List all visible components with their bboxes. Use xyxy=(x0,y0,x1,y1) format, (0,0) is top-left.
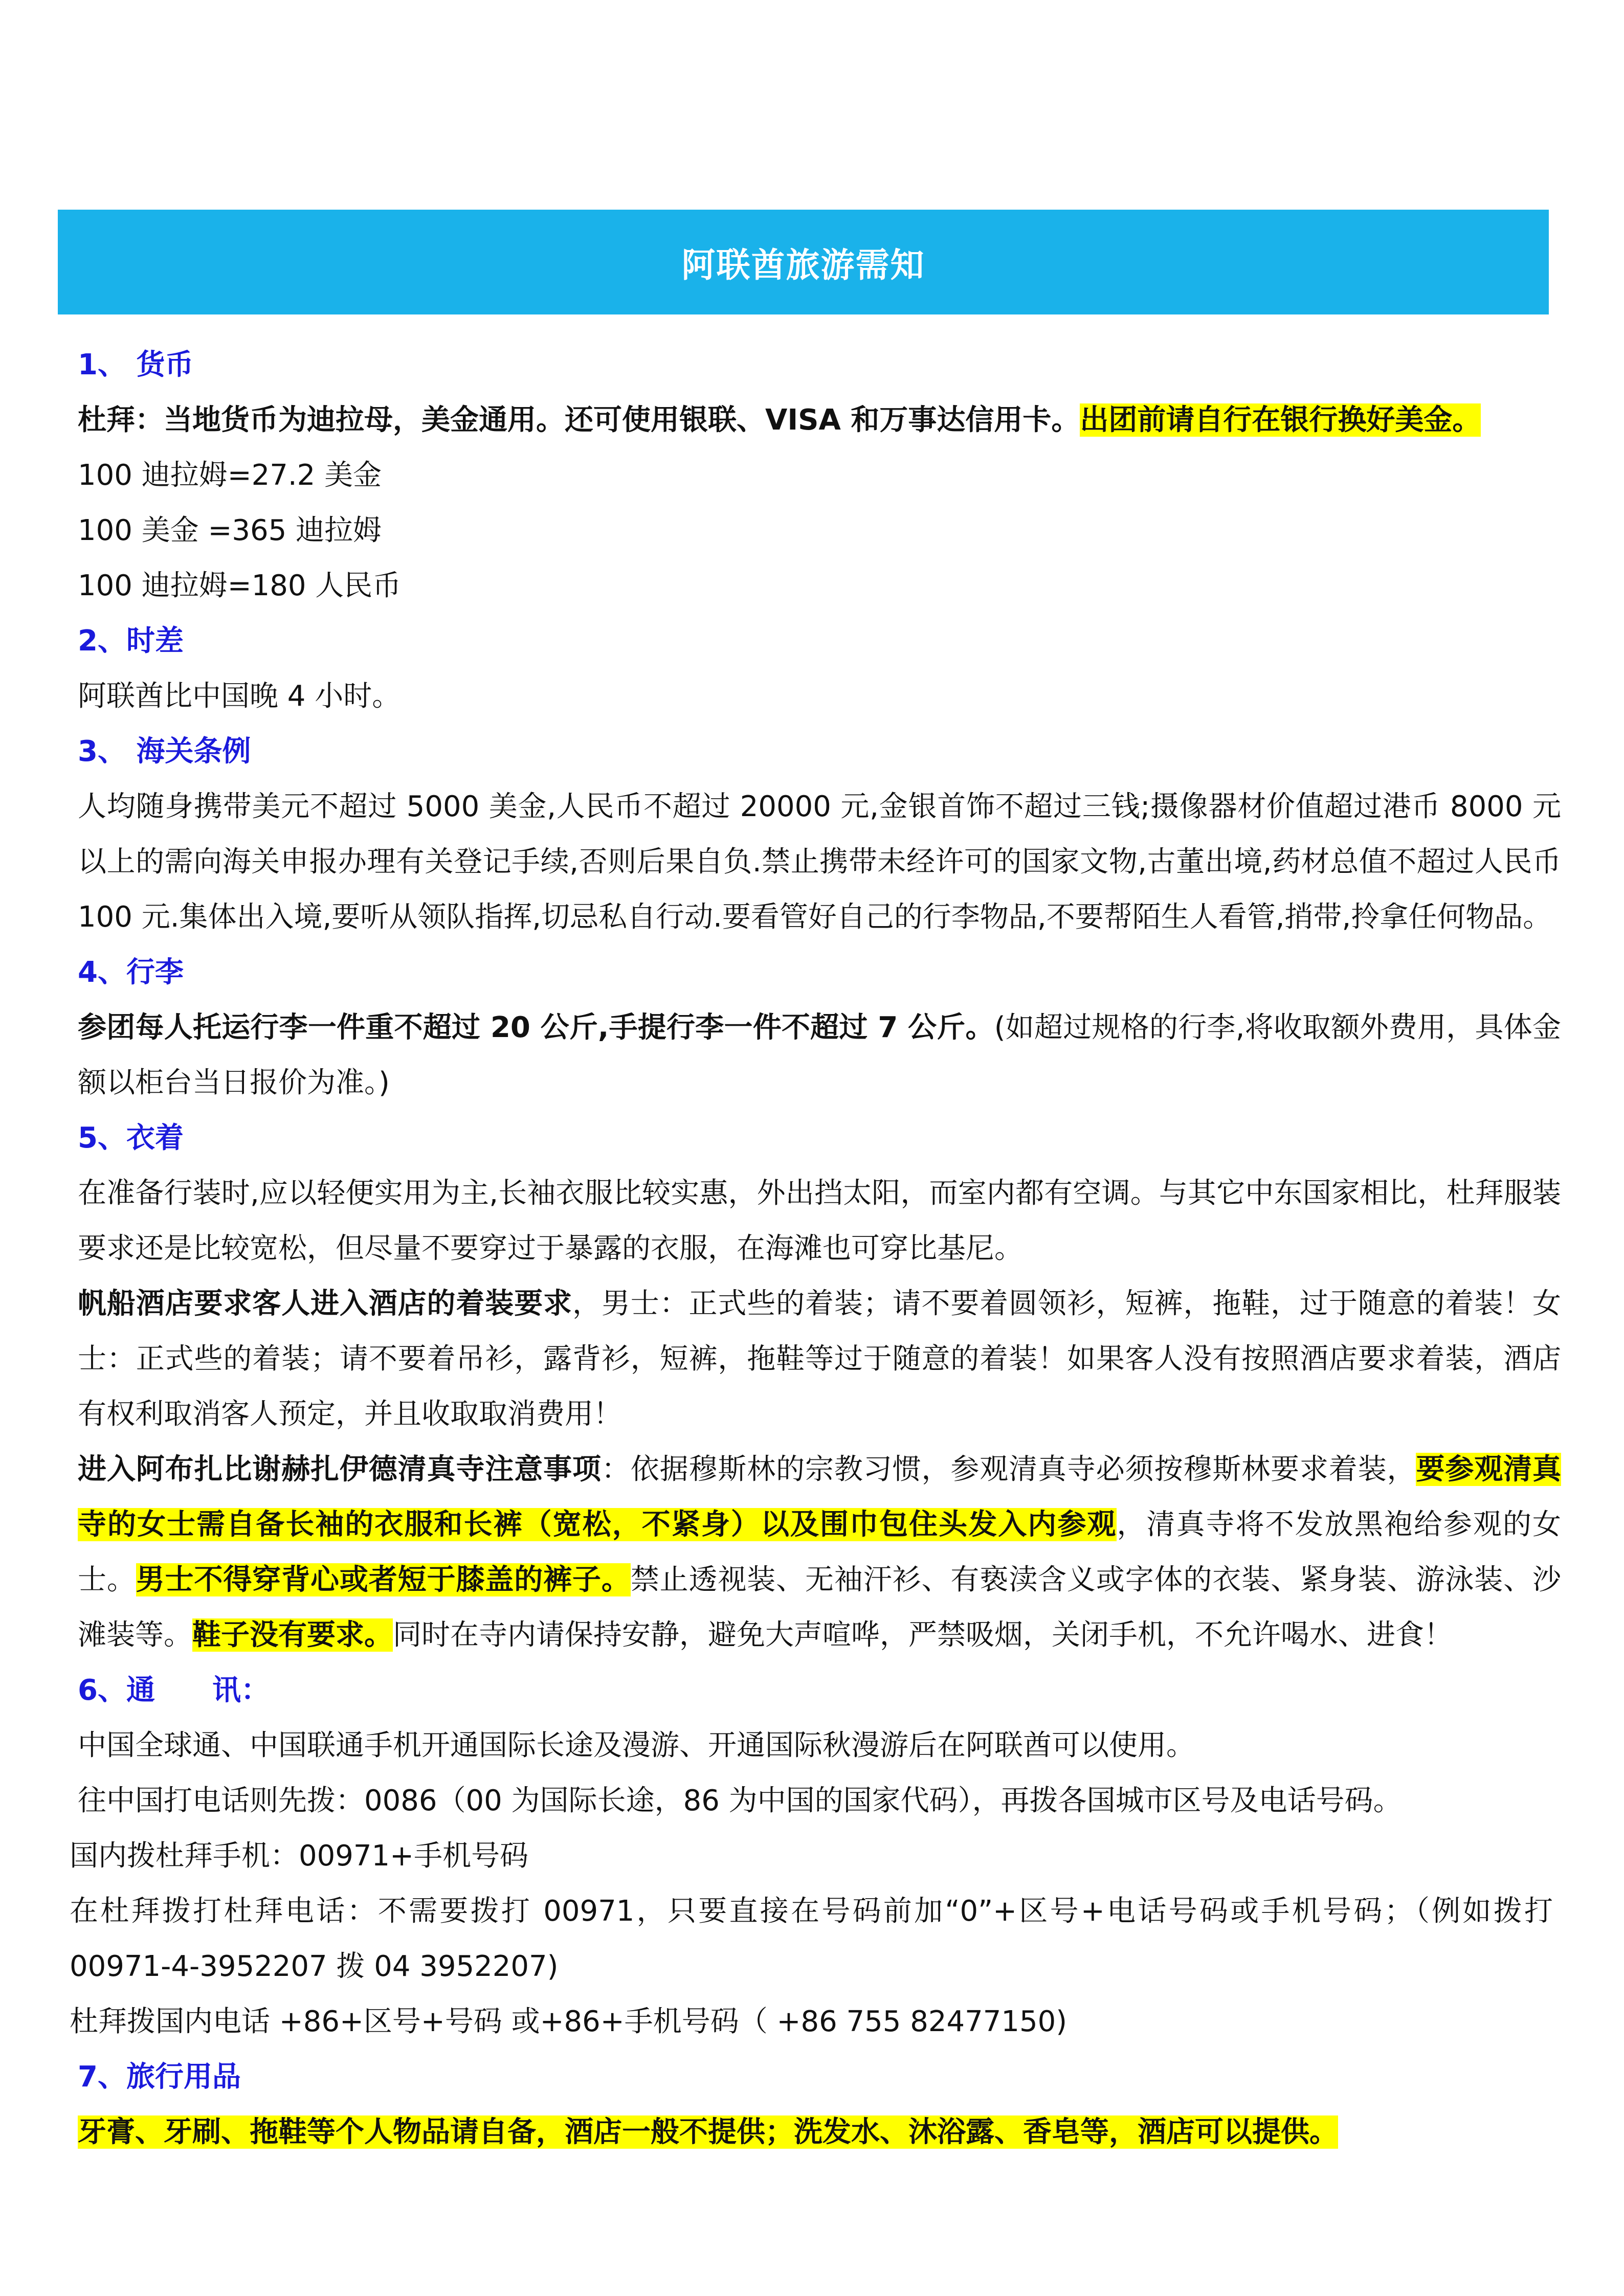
luggage-text xyxy=(78,1000,1561,1111)
clothing-paragraph-3 xyxy=(78,1442,1561,1663)
clothing-paragraph-2 xyxy=(78,1276,1561,1442)
customs-text: 人均随身携带美元不超过 5000 美金,人民币不超过 20000 元,金银首饰不超过三钱;摄像器材价值超过港币 8000 元以上的需向海关申报办理有关登记手续,否则后果自负.禁止携带未经许可的国家文物,古董出境,药材总值不超过人民币 100 元.集体出入境,要听从领队指挥,切忌私自行动.要看管好自己的行李物品,不要帮陌生人看管,捎带,拎拿任何物品。 xyxy=(78,790,1561,934)
mosque-notice-bold: 进入阿布扎比谢赫扎伊德清真寺注意事项 xyxy=(78,1453,602,1486)
mosque-women-dress-highlight: 要参观清真寺的女士需自备长袖的衣服和长裤（宽松，不紧身）以及围巾包住头发入内参观 xyxy=(78,1453,1562,1541)
mosque-notice-text-4: 同时在寺内请保持安静，避免大声喧哗，严禁吸烟，关闭手机，不允许喝水、进食！ xyxy=(393,1618,1453,1652)
exchange-rate-2: 100 美金 =365 迪拉姆 xyxy=(78,514,382,547)
exchange-rate-3: 100 迪拉姆=180 人民币 xyxy=(78,569,402,602)
document-body xyxy=(70,337,1562,2160)
currency-note xyxy=(78,393,1561,448)
burj-al-arab-dress-code-bold: 帆船酒店要求客人进入酒店的着装要求 xyxy=(78,1287,572,1320)
time-difference-text: 阿联酋比中国晚 4 小时。 xyxy=(78,680,401,713)
comm-line-1: 中国全球通、中国联通手机开通国际长途及漫游、开通国际秋漫游后在阿联酋可以使用。 xyxy=(78,1729,1195,1762)
comm-line-3: 国内拨杜拜手机：00971+手机号码 xyxy=(70,1839,529,1873)
section-heading-customs: 3、 海关条例 xyxy=(78,735,251,768)
currency-note-bold: 杜拜：当地货币为迪拉母，美金通用。还可使用银联、VISA 和万事达信用卡。 xyxy=(78,403,1080,437)
comm-line-5: 杜拜拨国内电话 +86+区号+号码 或+86+手机号码（ +86 755 82477150) xyxy=(70,2005,1067,2038)
title-banner xyxy=(58,210,1549,314)
comm-line-4: 在杜拜拨打杜拜电话：不需要拨打 00971，只要直接在号码前加“0”+区号+电话号码或手机号码；（例如拨打 00971-4-3952207 拨 04 3952207) xyxy=(70,1895,1553,1983)
section-heading-currency: 1、 货币 xyxy=(78,348,194,381)
mosque-notice-text-2: ，清真寺将不发放黑袍给参观的女士。 xyxy=(78,1508,1562,1596)
burj-al-arab-dress-code-text: ，男士：正式些的着装；请不要着圆领衫，短裤，拖鞋，过于随意的着装！女士：正式些的着装；请不要着吊衫，露背衫，短裤，拖鞋等过于随意的着装！如果客人没有按照酒店要求着装，酒店有权利取消客人预定，并且收取取消费用！ xyxy=(78,1287,1562,1431)
section-heading-clothing: 5、衣着 xyxy=(78,1121,184,1155)
page-title: 阿联酋旅游需知 xyxy=(681,245,925,285)
luggage-limit-bold: 参团每人托运行李一件重不超过 20 公斤,手提行李一件不超过 7 公斤。 xyxy=(78,1011,994,1044)
luggage-extra-fee: (如超过规格的行李,将收取额外费用，具体金额以柜台当日报价为准。) xyxy=(78,1011,1561,1099)
section-heading-time: 2、时差 xyxy=(78,624,184,658)
supplies-text-highlight: 牙膏、牙刷、拖鞋等个人物品请自备，酒店一般不提供；洗发水、沐浴露、香皂等，酒店可以提供。 xyxy=(78,2115,1338,2149)
mosque-notice-text-3: 禁止透视装、无袖汗衫、有亵渎含义或字体的衣装、紧身装、游泳装、沙滩装等。 xyxy=(78,1563,1562,1652)
section-heading-luggage: 4、行李 xyxy=(78,956,184,989)
mosque-notice-text-1: ：依据穆斯林的宗教习惯，参观清真寺必须按穆斯林要求着装， xyxy=(601,1453,1416,1486)
comm-line-2: 往中国打电话则先拨：0086（00 为国际长途，86 为中国的国家代码），再拨各国城市区号及电话号码。 xyxy=(78,1784,1402,1817)
mosque-men-dress-highlight: 男士不得穿背心或者短于膝盖的裤子。 xyxy=(136,1563,631,1596)
clothing-paragraph-1: 在准备行装时,应以轻便实用为主,长袖衣服比较实惠，外出挡太阳，而室内都有空调。与其它中东国家相比，杜拜服装要求还是比较宽松，但尽量不要穿过于暴露的衣服，在海滩也可穿比基尼。 xyxy=(78,1177,1561,1265)
mosque-shoes-highlight: 鞋子没有要求。 xyxy=(192,1618,393,1652)
supplies-line xyxy=(78,2105,1561,2160)
section-heading-communication: 6、通 讯： xyxy=(78,1674,270,1707)
exchange-rate-1: 100 迪拉姆=27.2 美金 xyxy=(78,459,382,492)
currency-note-highlight: 出团前请自行在银行换好美金。 xyxy=(1080,403,1481,437)
section-heading-supplies: 7、旅行用品 xyxy=(78,2060,241,2094)
